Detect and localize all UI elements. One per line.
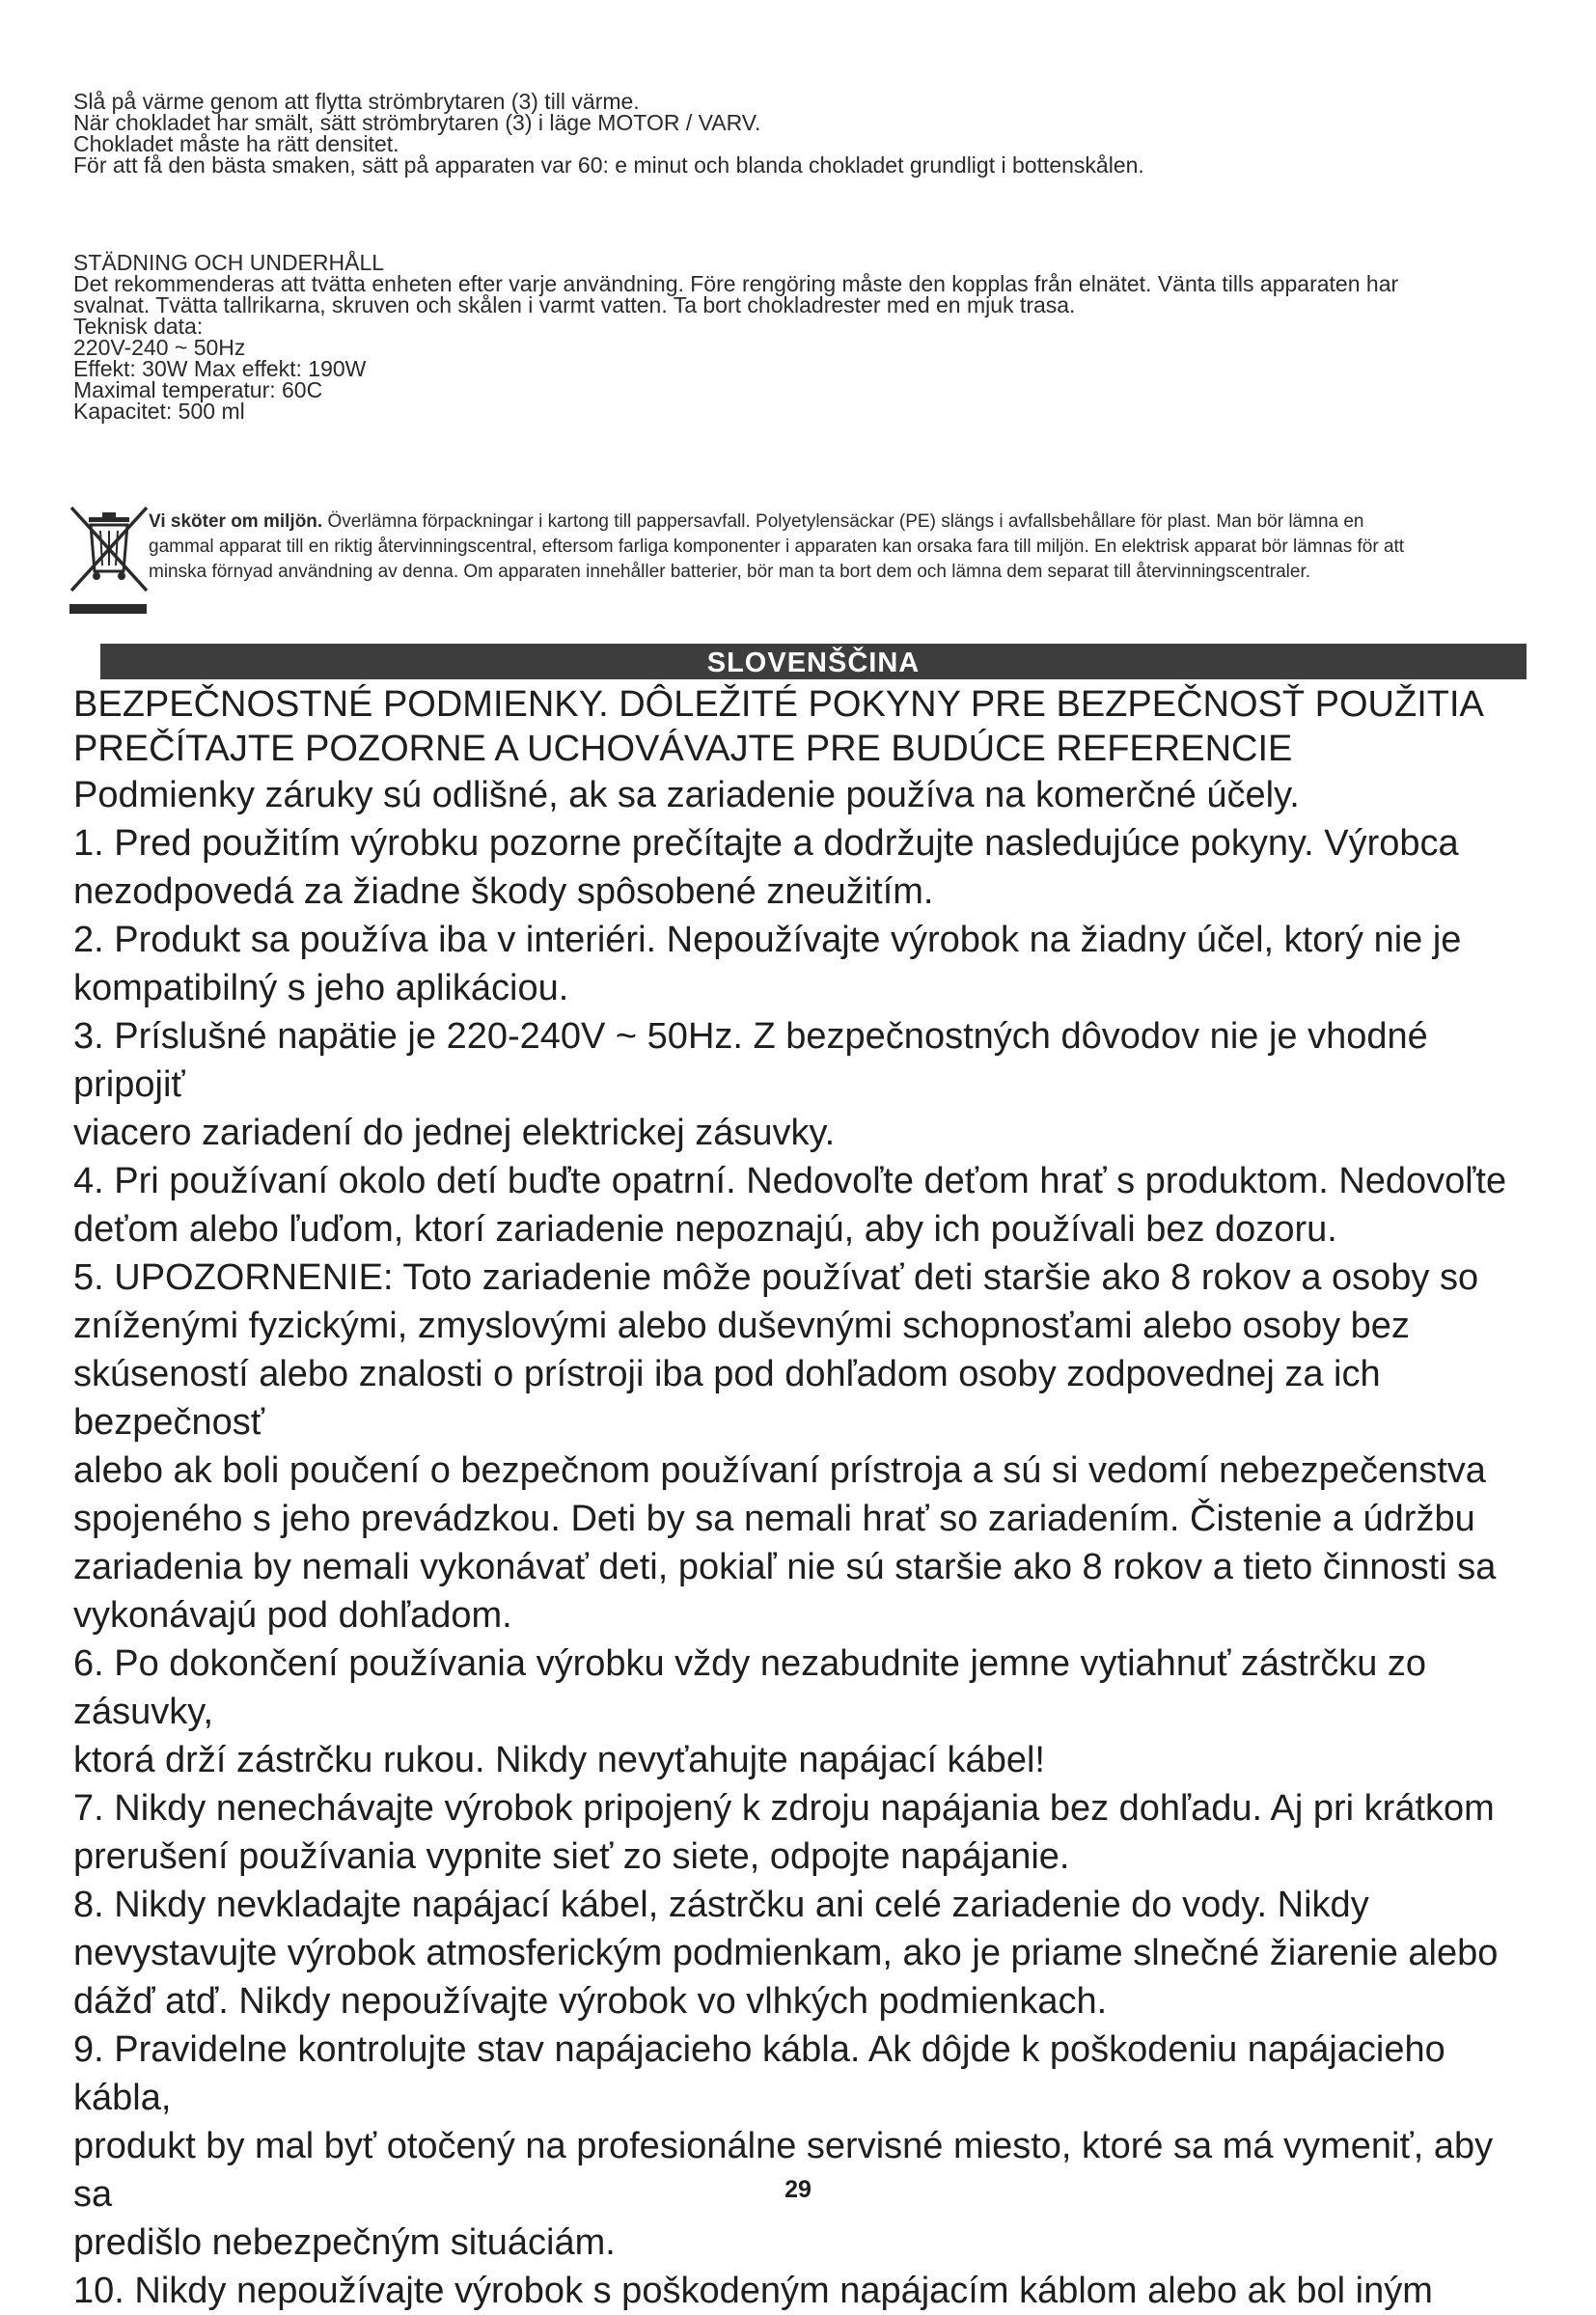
text-line: Effekt: 30W Max effekt: 190W <box>73 356 367 381</box>
text-line: 10. Nikdy nepoužívajte výrobok s poškodeným napájacím káblom alebo ak bol iným <box>73 2271 1433 2311</box>
text-line: 1. Pred použitím výrobku pozorne prečítajte a dodržujte nasledujúce pokyny. Výrobca <box>73 823 1459 864</box>
eco-line-3: minska förnyad användning av denna. Om apparaten innehåller batterier, bör man ta bort dem och lämna dem separat till återvinningscentraler. <box>149 562 1311 582</box>
text-line: viacero zariadení do jednej elektrickej zásuvky. <box>73 1113 836 1153</box>
text-line: vykonávajú pod dohľadom. <box>73 1595 512 1636</box>
text-line: ktorá drží zástrčku rukou. Nikdy nevyťahujte napájací kábel! <box>73 1740 1045 1780</box>
text-line: spojeného s jeho prevádzkou. Deti by sa nemali hrať so zariadením. Čistenie a údržbu <box>73 1499 1475 1539</box>
text-line: deťom alebo ľuďom, ktorí zariadenie nepoznajú, aby ich používali bez dozoru. <box>73 1209 1337 1250</box>
text-line: 3. Príslušné napätie je 220-240V ~ 50Hz. Z bezpečnostných dôvodov nie je vhodné pripojiť <box>73 1016 1428 1105</box>
text-line: Kapacitet: 500 ml <box>73 399 245 424</box>
eco-text <box>149 510 1596 585</box>
slovak-safety-text <box>73 682 1540 2315</box>
text-line: nevystavujte výrobok atmosferickým podmienkam, ako je priame slnečné žiarenie alebo <box>73 1933 1499 1973</box>
text-line: zariadenia by nemali vykonávať deti, pokiaľ nie sú staršie ako 8 rokov a tieto činnosti sa <box>73 1547 1497 1587</box>
text-line: 6. Po dokončení používania výrobku vždy nezabudnite jemne vytiahnuť zástrčku zo zásuvky, <box>73 1643 1427 1732</box>
text-line: dážď atď. Nikdy nepoužívajte výrobok vo vlhkých podmienkach. <box>73 1981 1108 2022</box>
text-line: Chokladet måste ha rätt densitet. <box>73 131 399 156</box>
text-line: 7. Nikdy nenechávajte výrobok pripojený k zdroju napájania bez dohľadu. Aj pri krátkom <box>73 1788 1495 1829</box>
text-line: nezodpovedá za žiadne škody spôsobené zneužitím. <box>73 871 934 912</box>
text-line: 5. UPOZORNENIE: Toto zariadenie môže používať deti staršie ako 8 rokov a osoby so <box>73 1257 1479 1298</box>
text-line: svalnat. Tvätta tallrikarna, skruven och skålen i varmt vatten. Ta bort chokladrester med en mjuk trasa. <box>73 292 1076 317</box>
eco-lead: Vi sköter om miljön. <box>149 511 323 532</box>
text-line: 9. Pravidelne kontrolujte stav napájacieho kábla. Ak dôjde k poškodeniu napájacieho kábla, <box>73 2029 1445 2118</box>
text-line: produkt by mal byť otočený na profesionálne servisné miesto, ktoré sa má vymeniť, aby sa <box>73 2126 1494 2215</box>
text-line: Teknisk data: <box>73 314 204 339</box>
safety-heading-line-1: BEZPEČNOSTNÉ PODMIENKY. DÔLEŽITÉ POKYNY PRE BEZPEČNOSŤ POUŽITIA <box>73 684 1484 725</box>
eco-notice <box>68 502 1534 627</box>
text-line: För att få den bästa smaken, sätt på apparaten var 60: e minut och blanda chokladet grundligt i bottenskålen. <box>73 152 1144 178</box>
text-line: Det rekommenderas att tvätta enheten efter varje användning. Före rengöring måste den kopplas från elnätet. Vänta tills apparaten har <box>73 271 1399 296</box>
swedish-cleaning-block <box>73 252 1521 422</box>
text-line: 2. Produkt sa používa iba v interiéri. Nepoužívajte výrobok na žiadny účel, ktorý nie je <box>73 920 1462 960</box>
text-line: kompatibilný s jeho aplikáciou. <box>73 968 569 1008</box>
eco-line-2: gammal apparat till en riktig återvinningscentral, eftersom farliga komponenter i apparaten kan orsaka fara till miljön. En elektrisk apparat bör lämnas för att <box>149 537 1405 557</box>
eco-line-1 <box>149 510 1596 535</box>
cleaning-title: STÄDNING OCH UNDERHÅLL <box>73 250 385 275</box>
page-number: 29 <box>784 2176 812 2203</box>
weee-crossed-bin-icon <box>68 502 149 616</box>
swedish-usage-block <box>73 91 1521 176</box>
language-section-header: SLOVENŠČINA <box>100 644 1527 679</box>
text-line: zníženými fyzickými, zmyslovými alebo duševnými schopnosťami alebo osoby bez <box>73 1306 1410 1346</box>
text-line: Maximal temperatur: 60C <box>73 377 323 402</box>
text-line: prerušení používania vypnite sieť zo siete, odpojte napájanie. <box>73 1836 1070 1877</box>
text-line: 8. Nikdy nevkladajte napájací kábel, zástrčku ani celé zariadenie do vody. Nikdy <box>73 1885 1369 1925</box>
text-line: Podmienky záruky sú odlišné, ak sa zariadenie používa na komerčné účely. <box>73 775 1300 815</box>
text-line: 220V-240 ~ 50Hz <box>73 335 246 360</box>
text-line: När chokladet har smält, sätt strömbrytaren (3) i läge MOTOR / VARV. <box>73 110 761 135</box>
text-line: predišlo nebezpečným situáciám. <box>73 2222 616 2263</box>
text-line: Slå på värme genom att flytta strömbrytaren (3) till värme. <box>73 89 640 114</box>
eco-line-1-rest: Överlämna förpackningar i kartong till pappersavfall. Polyetylensäckar (PE) slängs i avfallsbehållare för plast. Man bör lämna en <box>322 511 1364 532</box>
safety-heading-line-2: PREČÍTAJTE POZORNE A UCHOVÁVAJTE PRE BUDÚCE REFERENCIE <box>73 729 1293 769</box>
text-line: alebo ak boli poučení o bezpečnom používaní prístroja a sú si vedomí nebezpečenstva <box>73 1450 1486 1491</box>
text-line: 4. Pri používaní okolo detí buďte opatrní. Nedovoľte deťom hrať s produktom. Nedovoľte <box>73 1161 1507 1201</box>
text-line: skúseností alebo znalosti o prístroji iba pod dohľadom osoby zodpovednej za ich bezpečnosť <box>73 1354 1381 1443</box>
